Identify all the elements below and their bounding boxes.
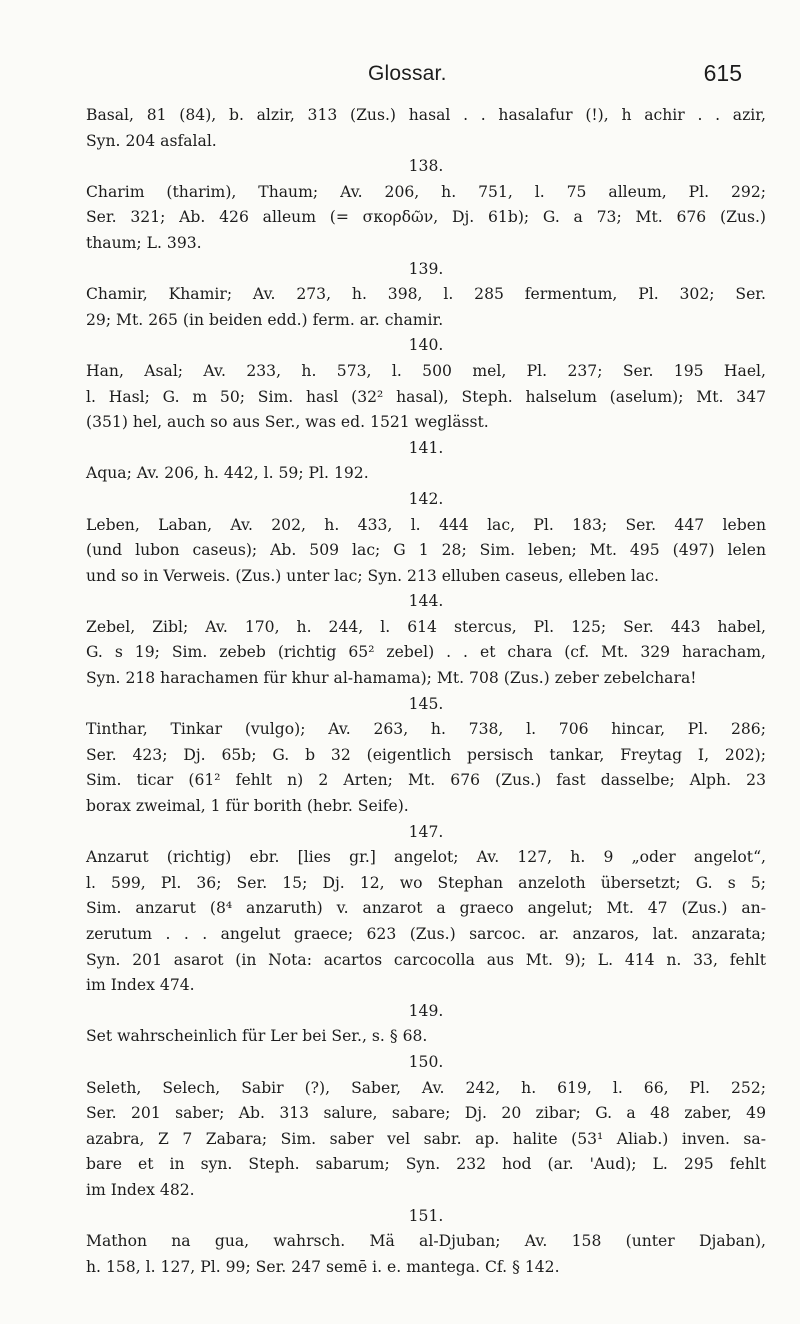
entry-line: Syn. 201 asarot (in Nota: acartos carcocolla aus Mt. 9); L. 414 n. 33, fehlt <box>86 950 766 969</box>
entry-line: zerutum . . . angelut graece; 623 (Zus.) sarcoc. ar. anzaros, lat. anzarata; <box>86 925 766 943</box>
entry-line: Han, Asal; Av. 233, h. 573, l. 500 mel, Pl. 237; Ser. 195 Hael, <box>86 361 766 380</box>
entry-line: Sim. ticar (61² fehlt n) 2 Arten; Mt. 676 (Zus.) fast dasselbe; Alph. 23 <box>86 771 766 790</box>
entry-line: (und lubon caseus); Ab. 509 lac; G 1 28; Sim. leben; Mt. 495 (497) lelen <box>86 541 766 560</box>
entry-line: im Index 482. <box>86 1180 195 1199</box>
entry-number: 142. <box>408 489 444 508</box>
glossary-entry <box>86 333 766 435</box>
entry-line: Syn. 204 asfalal. <box>86 131 217 150</box>
entry-line: Charim (tharim), Thaum; Av. 206, h. 751, l. 75 alleum, Pl. 292; <box>86 182 766 201</box>
entry-line: Chamir, Khamir; Av. 273, h. 398, l. 285 fermentum, Pl. 302; Ser. <box>86 285 766 304</box>
glossary-entry <box>86 257 766 334</box>
glossary-entry <box>86 820 766 999</box>
glossary-entry <box>86 1050 766 1204</box>
glossary-entry <box>86 436 766 487</box>
glossary-entry <box>86 589 766 691</box>
entry-line: G. s 19; Sim. zebeb (richtig 65² zebel) . . et chara (cf. Mt. 329 haracham, <box>86 643 766 662</box>
entry-line: (351) hel, auch so aus Ser., was ed. 1521 weglässt. <box>86 413 489 432</box>
entry-line: Leben, Laban, Av. 202, h. 433, l. 444 lac, Pl. 183; Ser. 447 leben <box>86 515 766 534</box>
entry-line: Set wahrscheinlich für Ler bei Ser., s. § 68. <box>86 1027 428 1046</box>
entry-line: Tinthar, Tinkar (vulgo); Av. 263, h. 738, l. 706 hincar, Pl. 286; <box>86 720 766 739</box>
entry-line: Aqua; Av. 206, h. 442, l. 59; Pl. 192. <box>86 464 369 483</box>
entry-line: borax zweimal, 1 für borith (hebr. Seife). <box>86 797 409 816</box>
entry-line: Anzarut (richtig) ebr. [lies gr.] angelot; Av. 127, h. 9 „oder angelot“, <box>86 848 766 867</box>
entry-line: und so in Verweis. (Zus.) unter lac; Syn. 213 elluben caseus, elleben lac. <box>86 566 659 585</box>
running-head <box>0 56 800 92</box>
entry-number: 150. <box>408 1052 444 1071</box>
entry-line: Seleth, Selech, Sabir (?), Saber, Av. 242, h. 619, l. 66, Pl. 252; <box>86 1078 766 1097</box>
glossary-entry <box>86 1204 766 1281</box>
entry-number: 144. <box>408 592 444 611</box>
entry-line: thaum; L. 393. <box>86 233 202 252</box>
glossary-entry <box>86 692 766 820</box>
entry-number: 139. <box>408 259 444 278</box>
entry-number: 151. <box>408 1206 444 1225</box>
entry-line: azabra, Z 7 Zabara; Sim. saber vel sabr. ap. halite (53¹ Aliab.) inven. sa- <box>86 1129 766 1148</box>
entry-line: Mathon na gua, wahrsch. Mä al-Djuban; Av. 158 (unter Djaban), <box>86 1232 766 1251</box>
entry-number: 147. <box>408 822 444 841</box>
entry-line: Sim. anzarut (8⁴ anzaruth) v. anzarot a graeco angelut; Mt. 47 (Zus.) an- <box>86 899 766 918</box>
header-title: Glossar. <box>368 62 447 85</box>
entry-line: Ser. 321; Ab. 426 alleum (= σκορδῶν, Dj. 61b); G. a 73; Mt. 676 (Zus.) <box>86 208 766 227</box>
page-number: 615 <box>703 60 742 86</box>
entry-line: Syn. 218 harachamen für khur al-hamama); Mt. 708 (Zus.) zeber zebelchara! <box>86 669 697 688</box>
entry-line: Zebel, Zibl; Av. 170, h. 244, l. 614 stercus, Pl. 125; Ser. 443 habel, <box>86 617 766 636</box>
entry-number: 141. <box>408 438 444 457</box>
entry-line: Ser. 201 saber; Ab. 313 salure, sabare; Dj. 20 zibar; G. a 48 zaber, 49 <box>86 1104 766 1123</box>
entry-line: Ser. 423; Dj. 65b; G. b 32 (eigentlich persisch tankar, Freytag I, 202); <box>86 745 766 764</box>
entry-line: 29; Mt. 265 (in beiden edd.) ferm. ar. chamir. <box>86 310 444 329</box>
glossary-entry <box>86 487 766 589</box>
entry-line: l. Hasl; G. m 50; Sim. hasl (32² hasal), Steph. halselum (aselum); Mt. 347 <box>86 387 766 406</box>
entry-line: Basal, 81 (84), b. alzir, 313 (Zus.) hasal . . hasalafur (!), h achir . . azir, <box>86 106 766 124</box>
glossary-body <box>86 103 766 1280</box>
glossary-entry <box>86 999 766 1050</box>
entry-line: im Index 474. <box>86 976 195 995</box>
entry-number: 138. <box>408 157 444 176</box>
entry-line: h. 158, l. 127, Pl. 99; Ser. 247 semē i. e. mantega. Cf. § 142. <box>86 1257 560 1276</box>
entry-number: 140. <box>408 336 444 355</box>
glossary-entry <box>86 103 766 154</box>
entry-number: 149. <box>408 1001 444 1020</box>
entry-line: bare et in syn. Steph. sabarum; Syn. 232 hod (ar. 'Aud); L. 295 fehlt <box>86 1155 766 1174</box>
glossary-entry <box>86 154 766 256</box>
entry-line: l. 599, Pl. 36; Ser. 15; Dj. 12, wo Stephan anzeloth übersetzt; G. s 5; <box>86 873 766 892</box>
entry-number: 145. <box>408 694 444 713</box>
